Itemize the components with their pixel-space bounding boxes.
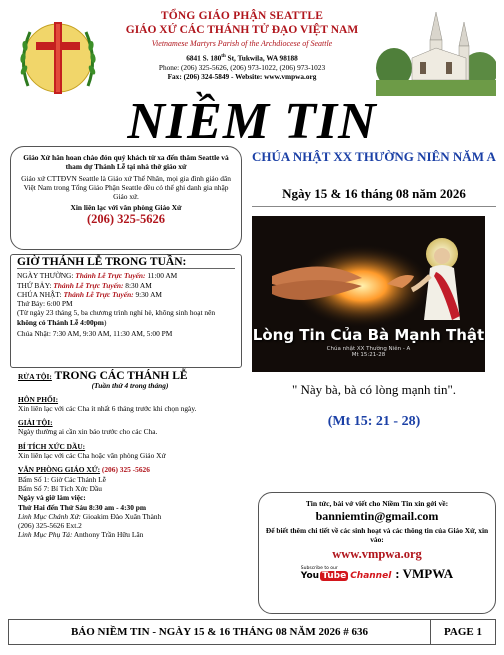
- submissions-text: Tin tức, bài vở viết cho Niềm Tin xin gởi về:: [305, 499, 449, 508]
- youtube-logo: [301, 566, 391, 581]
- welcome-box: [10, 146, 242, 250]
- youtube-channel-word: Channel: [350, 571, 392, 582]
- youtube-channel-name: [395, 566, 453, 582]
- youtube-icon: [301, 571, 391, 581]
- mass-schedule-box: [10, 254, 242, 368]
- office-heading-row: [18, 465, 242, 474]
- pastor-label: Linh Mục Chánh Xứ:: [18, 511, 81, 521]
- office-phone-number: (206) 325 -5626: [100, 465, 150, 475]
- address-rest: St, Tukwila, WA 98188: [225, 53, 298, 63]
- youtube-channel-handle: VMPWA: [402, 565, 454, 581]
- membership-text: Giáo xứ CTTĐVN Seattle là Giáo xứ Thể Nhân, mọi gia đình giáo dân Việt Nam trong Tổng Giáo Phận Seattle đều có thể ghi danh gia nhập Giáo xứ.: [21, 173, 231, 202]
- contact-office-text: Xin liên lạc với văn phòng Giáo Xứ: [70, 203, 182, 213]
- address-number: 6841 S. 180: [186, 53, 222, 63]
- pastor-name: Gioakim Đào Xuân Thành: [80, 511, 162, 521]
- office-heading: VĂN PHÒNG GIÁO XỨ:: [18, 465, 101, 475]
- sunday-label: CHÚA NHẬT:: [17, 289, 64, 299]
- church-photo: [376, 10, 496, 96]
- saturday-label: THỨ BẢY:: [17, 280, 54, 290]
- youtube-colon: :: [395, 565, 403, 581]
- contact-box: [258, 492, 496, 614]
- saturday-online-label: Thánh Lễ Trực Tuyến:: [53, 280, 124, 290]
- weekday-mass: [17, 271, 235, 280]
- press-7-option: Bấm Số 7: Bí Tích Xức Dầu: [18, 483, 102, 493]
- weekday-time: 11:00 AM: [145, 271, 178, 281]
- baptism-title: TRONG CÁC THÁNH LỄ: [51, 370, 188, 382]
- youtube-you: You: [300, 571, 320, 582]
- anointing-heading: BÍ TÍCH XỨC DẦU:: [18, 441, 86, 451]
- sunday-online-label: Thánh Lễ Trực Tuyến:: [63, 289, 134, 299]
- youtube-tube: Tube: [322, 571, 347, 582]
- summer-note-close: ): [103, 317, 107, 327]
- baptism-schedule: (Tuần thứ 4 trong tháng): [91, 381, 169, 391]
- weekday-online-label: Thánh Lễ Trực Tuyến:: [75, 271, 146, 281]
- weekday-label: NGÀY THƯỜNG:: [17, 271, 76, 281]
- anointing-text: Xin liên lạc với các Cha hoặc văn phòng Giáo Xứ: [18, 451, 166, 461]
- address-suffix: th: [221, 54, 226, 59]
- sunday-title: CHÚA NHẬT XX THƯỜNG NIÊN NĂM A: [252, 149, 496, 164]
- gospel-illustration: [252, 216, 485, 372]
- parish-office-block: [18, 465, 242, 539]
- press-1-option: Bấm Số 1: Giờ Các Thánh Lễ: [18, 474, 106, 484]
- pastor-phone: (206) 325-5626 Ext.2: [18, 521, 82, 531]
- associate-label: Linh Mục Phụ Tá:: [18, 530, 73, 540]
- divider: [252, 206, 496, 207]
- pastor-row: [18, 512, 242, 521]
- parish-english-name: Vietnamese Martyrs Parish of the Archdiocese of Seattle: [151, 39, 333, 48]
- marriage-heading: HÔN PHỐI:: [18, 394, 59, 404]
- office-hours-label: Ngày và giờ làm việc:: [18, 493, 86, 503]
- parish-fax-website: Fax: (206) 324-5849 - Website: www.vmpwa.org: [167, 72, 317, 82]
- confession-block: [18, 418, 242, 437]
- baptism-row: [18, 372, 242, 381]
- youtube-subscribe-text: Subscribe to our: [300, 566, 338, 572]
- baptism-label: RỬA TỘI:: [18, 372, 52, 381]
- parish-logo: [10, 10, 106, 106]
- parish-name: GIÁO XỨ CÁC THÁNH TỬ ĐẠO VIỆT NAM: [125, 24, 359, 36]
- saturday-mass: [17, 281, 235, 290]
- welcome-text: Giáo Xứ hân hoan chào đón quý khách từ xa đến thăm Seattle và tham dự Thánh Lễ tại nhà thờ giáo xứ: [23, 153, 229, 172]
- archdiocese-name: TỔNG GIÁO PHẬN SEATTLE: [160, 10, 324, 22]
- church-icon: [376, 10, 496, 96]
- gospel-quote: " Này bà, bà có lòng mạnh tin".: [291, 382, 457, 397]
- illustration-title: Lòng Tin Của Bà Mạnh Thật: [252, 326, 485, 344]
- issue-date: Ngày 15 & 16 tháng 08 năm 2026: [282, 186, 466, 201]
- sunday-time: 9:30 AM: [133, 289, 162, 299]
- footer-issue-line: BÁO NIỀM TIN - NGÀY 15 & 16 THÁNG 08 NĂM 2026 # 636: [9, 620, 431, 644]
- cross-wreath-icon: [10, 10, 106, 106]
- illustration-subtitle: [252, 346, 485, 358]
- associate-name: Anthony Trần Hữu Lân: [72, 530, 144, 540]
- gospel-reference: (Mt 15: 21 - 28): [327, 414, 421, 429]
- marriage-text: Xin liên lạc với các Cha ít nhất 6 tháng trước khi chọn ngày.: [18, 403, 197, 413]
- youtube-channel-row[interactable]: [265, 566, 489, 582]
- parish-website-link[interactable]: www.vmpwa.org: [332, 546, 422, 561]
- illustration-subtitle-line2: Mt 15:21-28: [351, 352, 386, 358]
- associate-row: [18, 530, 242, 539]
- more-info-text: Để biết thêm chi tiết về các sinh hoạt và các thông tin của Giáo Xứ, xin vào:: [265, 526, 489, 545]
- parish-phones: Phone: (206) 325-5626, (206) 973-1022, (206) 973-1023: [158, 62, 326, 72]
- sunday-mass-times: Chúa Nhật: 7:30 AM, 9:30 AM, 11:30 AM, 5:00 PM: [17, 329, 173, 339]
- saturday-evening-mass: Thứ Bảy: 6:00 PM: [17, 299, 73, 309]
- confession-text: Ngày thường ai cần xin báo trước cho các Cha.: [18, 427, 158, 437]
- office-hours: Thứ Hai đến Thứ Sáu 8:30 am - 4:30 pm: [18, 502, 147, 512]
- mass-schedule-heading: GIỜ THÁNH LỄ TRONG TUẦN:: [17, 258, 235, 269]
- saturday-time: 8:30 AM: [123, 280, 152, 290]
- marriage-block: [18, 395, 242, 414]
- confession-heading: GIẢI TỘI:: [18, 418, 53, 428]
- sunday-mass: [17, 290, 235, 299]
- summer-note-text: (Từ ngày 23 tháng 5, ba chương trình nghỉ hè, không sinh hoạt nên: [17, 308, 216, 318]
- summer-note-bold: không có Thánh Lễ 4:00pm: [17, 317, 104, 327]
- parish-header: [112, 10, 372, 82]
- summer-note: [17, 308, 235, 327]
- anointing-block: [18, 442, 242, 461]
- sacraments-section: [18, 372, 242, 540]
- newsletter-email[interactable]: banniemtin@gmail.com: [315, 509, 439, 523]
- newsletter-masthead: NIỀM TIN: [127, 93, 377, 150]
- office-phone: (206) 325-5626: [86, 211, 166, 226]
- illustration-subtitle-line1: Chúa nhật XX Thường Niên - A: [326, 346, 411, 352]
- page-number: PAGE 1: [444, 626, 482, 638]
- page-footer: [8, 619, 496, 645]
- parish-address: [112, 52, 372, 63]
